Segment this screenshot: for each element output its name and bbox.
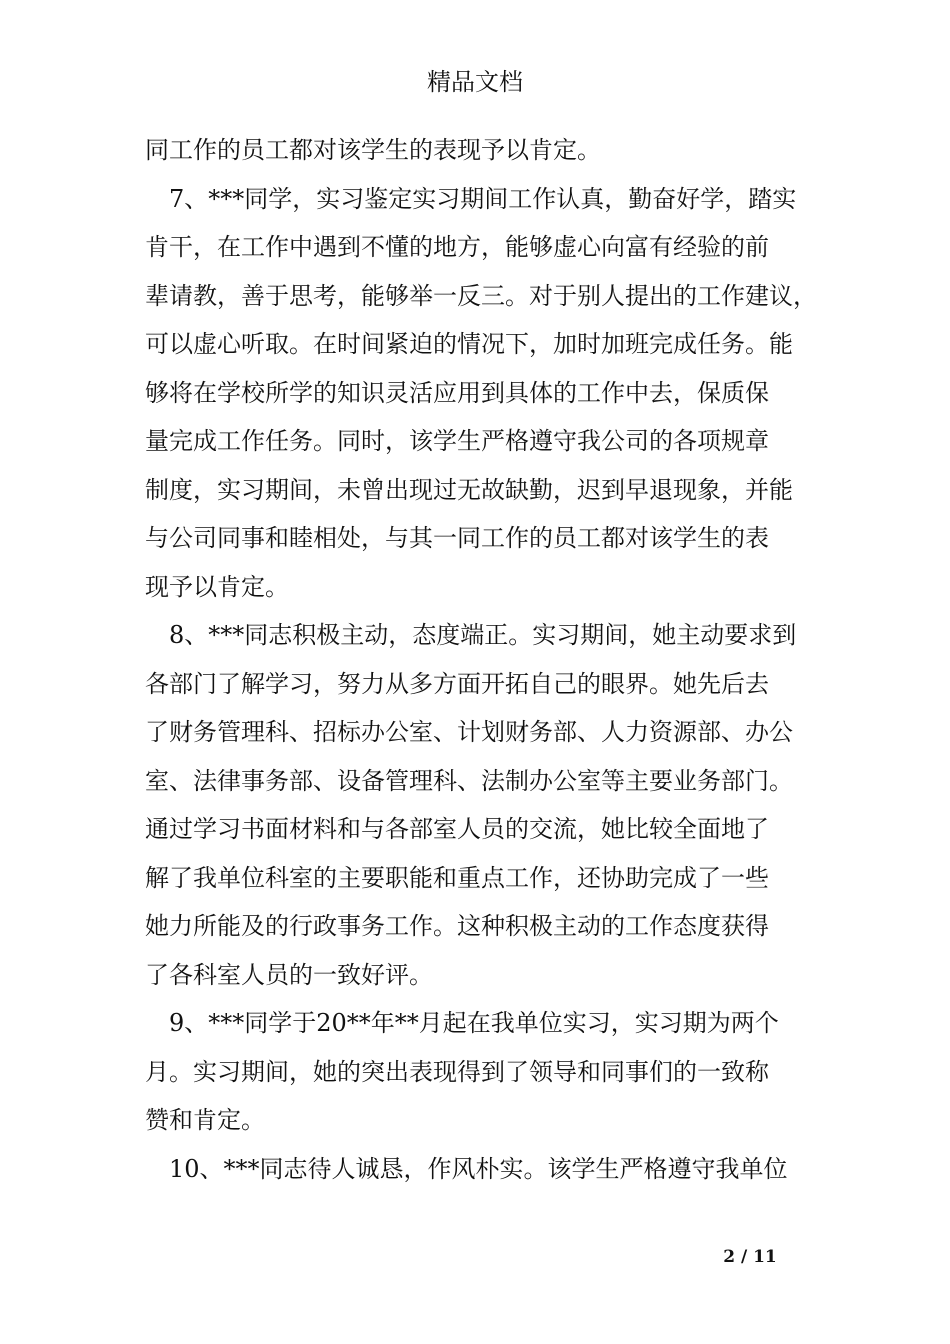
page-number: 2 / 11 [723,1247,777,1267]
text-line: 了财务管理科、招标办公室、计划财务部、人力资源部、办公 [145,718,793,746]
document-body [145,126,815,1193]
text-line: 可以虚心听取。在时间紧迫的情况下，加时加班完成任务。能 [145,330,793,358]
text-line: 7、***同学，实习鉴定实习期间工作认真，勤奋好学，踏实 [169,184,797,213]
text-line: 与公司同事和睦相处，与其一同工作的员工都对该学生的表 [145,524,769,552]
text-line: 她力所能及的行政事务工作。这种积极主动的工作态度获得 [145,912,769,940]
text-line: 赞和肯定。 [145,1106,265,1134]
text-line: 量完成工作任务。同时，该学生严格遵守我公司的各项规章 [145,427,769,455]
text-line: 同工作的员工都对该学生的表现予以肯定。 [145,136,601,164]
text-line: 了各科室人员的一致好评。 [145,960,433,989]
text-line: 各部门了解学习，努力从多方面开拓自己的眼界。她先后去 [145,669,769,698]
text-line: 现予以肯定。 [145,572,289,601]
text-line: 解了我单位科室的主要职能和重点工作，还协助完成了一些 [145,863,769,892]
text-line: 肯干，在工作中遇到不懂的地方，能够虚心向富有经验的前 [145,233,769,261]
text-line: 制度，实习期间，未曾出现过无故缺勤，迟到早退现象，并能 [145,475,793,504]
text-line: 月。实习期间，她的突出表现得到了领导和同事们的一致称 [145,1057,769,1086]
text-line: 8、***同志积极主动，态度端正。实习期间，她主动要求到 [169,621,797,649]
text-line: 10、***同志待人诚恳，作风朴实。该学生严格遵守我单位 [169,1154,788,1183]
text-line: 通过学习书面材料和与各部室人员的交流，她比较全面地了 [145,815,769,843]
text-line: 够将在学校所学的知识灵活应用到具体的工作中去，保质保 [145,378,769,407]
text-line: 辈请教，善于思考，能够举一反三。对于别人提出的工作建议， [145,281,817,310]
text-line: 9、***同学于20**年**月起在我单位实习，实习期为两个 [169,1009,779,1037]
text-line: 室、法律事务部、设备管理科、法制办公室等主要业务部门。 [145,766,793,795]
page-header: 精品文档 [427,68,523,96]
